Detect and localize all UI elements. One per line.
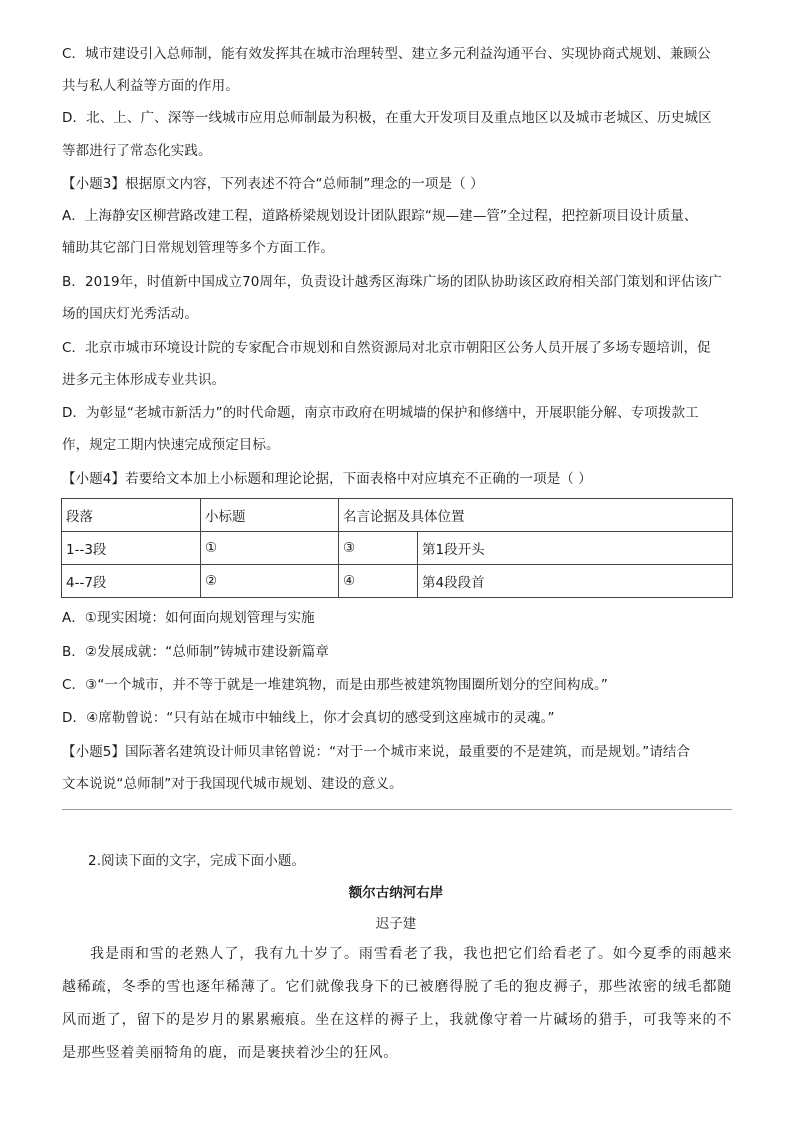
q3-option-a-line-2: 辅助其它部门日常规划管理等多个方面工作。 — [62, 240, 334, 256]
q4-option-a: A．①现实困境：如何面向规划管理与实施 — [62, 610, 315, 626]
table-cell: 1--3段 — [62, 532, 201, 565]
section-divider — [62, 809, 732, 810]
passage-author: 迟子建 — [375, 916, 417, 932]
q3-option-b-line-2: 场的国庆灯光秀活动。 — [62, 306, 198, 322]
question-5-line-1: 【小题5】国际著名建筑设计师贝聿铭曾说：“对于一个城市来说，最重要的不是建筑，而是规划。”请结合 — [62, 744, 691, 760]
table-row — [62, 565, 733, 598]
table-cell: ② — [201, 565, 339, 598]
question-4-prompt: 【小题4】若要给文本加上小标题和理论论据，下面表格中对应填充不正确的一项是（ ） — [62, 471, 592, 487]
table-header-row — [62, 499, 733, 532]
option-d-line-2: 等都进行了常态化实践。 — [62, 143, 212, 159]
q3-option-a-line-1: A．上海静安区柳营路改建工程，道路桥梁规划设计团队跟踪“规—建—管”全过程，把控新项目设计质量、 — [62, 208, 698, 224]
q3-option-d-line-1: D．为彰显“老城市新活力”的时代命题，南京市政府在明城墙的保护和修缮中，开展职能分解、专项拨款工 — [62, 405, 699, 421]
passage-title: 额尔古纳河右岸 — [348, 885, 444, 901]
question-5-line-2: 文本说说“总师制”对于我国现代城市规划、建设的意义。 — [62, 776, 403, 792]
q4-option-b: B．②发展成就：“总师制”铸城市建设新篇章 — [62, 644, 329, 660]
table-row — [62, 532, 733, 565]
table-cell: 4--7段 — [62, 565, 201, 598]
table-cell: 第4段段首 — [418, 565, 733, 598]
q4-option-c: C．③“一个城市，并不等于就是一堆建筑物，而是由那些被建筑物围圈所划分的空间构成。” — [62, 677, 608, 693]
question-3-prompt: 【小题3】根据原文内容，下列表述不符合“总师制”理念的一项是（ ） — [62, 176, 484, 192]
table-cell: 第1段开头 — [418, 532, 733, 565]
q3-option-c-line-2: 进多元主体形成专业共识。 — [62, 372, 226, 388]
option-d-line-1: D．北、上、广、深等一线城市应用总师制最为积极，在重大开发项目及重点地区以及城市老城区、历史城区 — [62, 110, 712, 126]
table-header-cell: 段落 — [62, 499, 201, 532]
q4-option-d: D．④席勒曾说：“只有站在城市中轴线上，你才会真切的感受到这座城市的灵魂。” — [62, 710, 555, 726]
q3-option-c-line-1: C．北京市城市环境设计院的专家配合市规划和自然资源局对北京市朝阳区公务人员开展了多场专题培训，促 — [62, 340, 711, 356]
section-2-instruction: 2.阅读下面的文字，完成下面小题。 — [88, 853, 306, 869]
option-c-line-1: C．城市建设引入总师制，能有效发挥其在城市治理转型、建立多元利益沟通平台、实现协商式规划、兼顾公 — [62, 46, 711, 62]
passage-paragraph: 我是雨和雪的老熟人了，我有九十岁了。雨雪看老了我，我也把它们给看老了。如今夏季的雨越来越稀疏，冬季的雪也逐年稀薄了。它们就像我身下的已被磨得脱了毛的狍皮褥子，那些浓密的绒毛都随风而逝了，留下的是岁月的累累瘢痕。坐在这样的褥子上，我就像守着一片碱场的猎手，可我等来的不是那些竖着美丽犄角的鹿，而是裹挟着沙尘的狂风。 — [62, 946, 732, 1061]
table-cell: ③ — [339, 532, 418, 565]
table-header-cell: 名言论据及具体位置 — [339, 499, 733, 532]
q3-option-b-line-1: B．2019年，时值新中国成立70周年，负责设计越秀区海珠广场的团队协助该区政府相关部门策划和评估该广 — [62, 274, 722, 290]
question-4-table — [61, 498, 733, 598]
option-c-line-2: 共与私人利益等方面的作用。 — [62, 78, 239, 94]
table-cell: ④ — [339, 565, 418, 598]
q3-option-d-line-2: 作，规定工期内快速完成预定目标。 — [62, 437, 280, 453]
table-header-cell: 小标题 — [201, 499, 339, 532]
table-cell: ① — [201, 532, 339, 565]
